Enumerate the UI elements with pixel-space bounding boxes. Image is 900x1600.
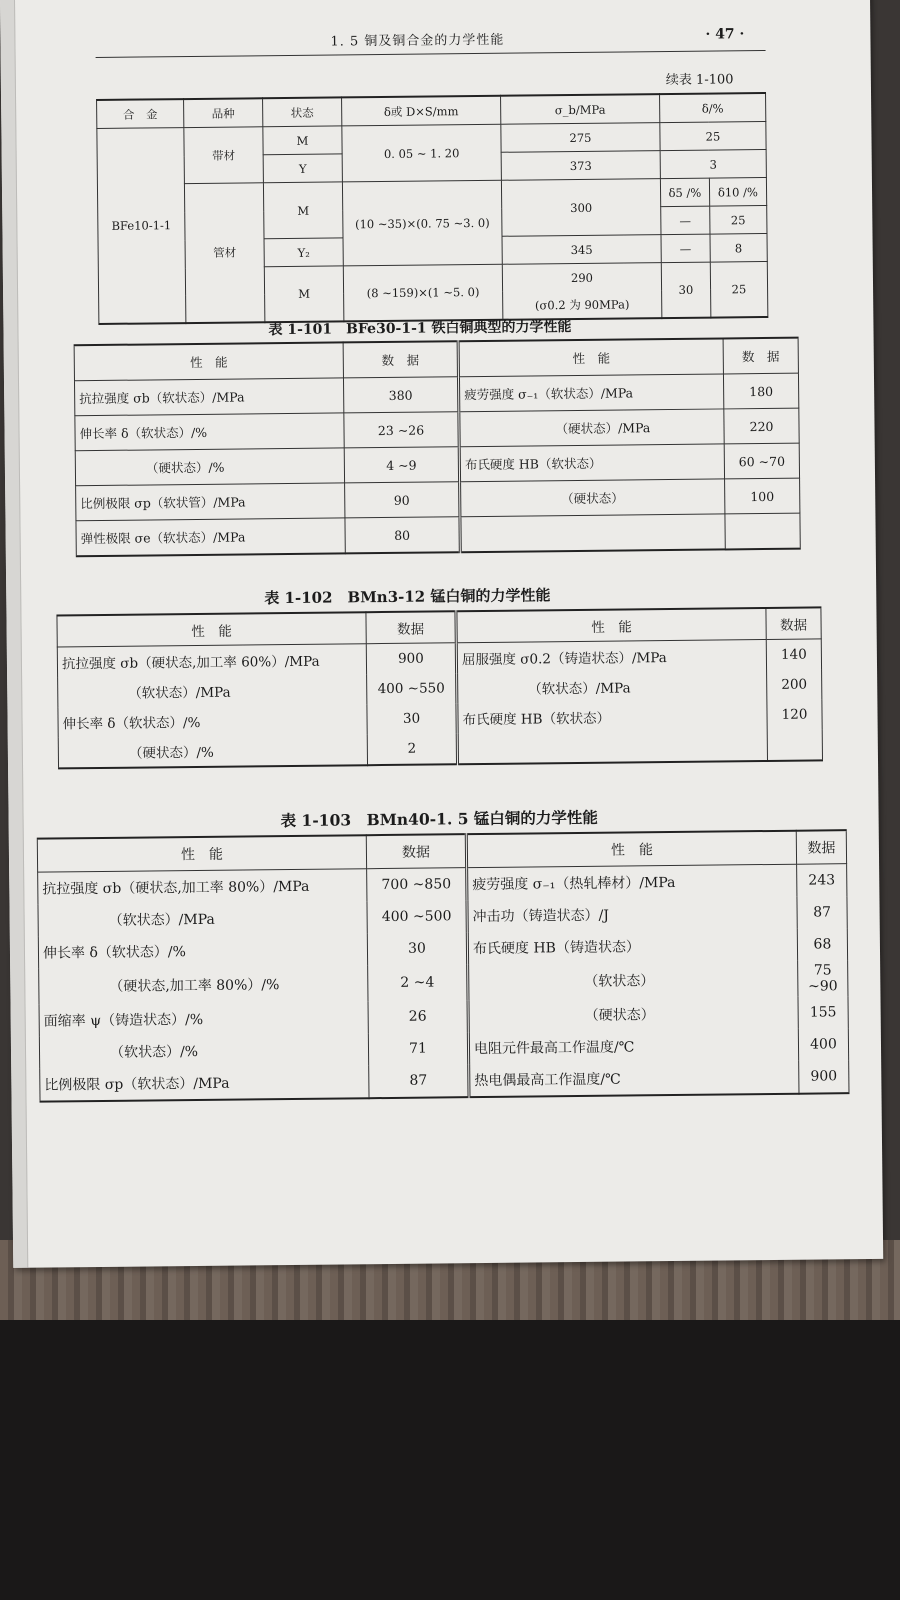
property-cell: 比例极限 σp（软状态）/MPa (40, 1065, 369, 1101)
property-cell: （软状态）/MPa (457, 670, 767, 703)
delta-cell: — (661, 206, 710, 235)
property-cell: （硬状态）/% (58, 734, 367, 768)
value-cell: 400 (798, 1028, 848, 1061)
property-cell: 伸长率 δ（软状态）/% (75, 413, 344, 451)
table-1-101 (74, 337, 801, 558)
delta-cell: 25 (660, 121, 766, 150)
col-delta: δ/% (660, 93, 766, 123)
dark-background (0, 1320, 900, 1600)
delta-cell: 25 (710, 261, 768, 317)
property-cell: 弹性极限 σe（软状态）/MPa (76, 518, 345, 556)
property-cell: 热电偶最高工作温度/℃ (469, 1061, 799, 1097)
property-cell: 伸长率 δ（软状态）/% (58, 704, 367, 737)
property-cell: 电阻元件最高工作温度/℃ (468, 1029, 798, 1064)
table-1-103-title: 表 1-103 BMn40-1. 5 锰白铜的力学性能 (280, 807, 598, 831)
value-cell: 155 (798, 996, 848, 1029)
property-cell: 伸长率 δ（软状态）/% (38, 933, 367, 968)
value-cell: 23 ~26 (344, 412, 459, 448)
col-product: 品种 (184, 98, 263, 127)
property-cell: 布氏硬度 HB（软状态） (457, 700, 767, 733)
property-cell: （软状态） (468, 961, 798, 1000)
value-cell (767, 729, 822, 761)
page-number: · 47 · (705, 26, 745, 43)
property-cell: （硬状态）/MPa (459, 409, 724, 447)
delta-cell: — (661, 234, 710, 263)
running-header: 1. 5 铜及铜合金的力学性能 (330, 32, 505, 50)
value-cell: 2 (367, 733, 457, 765)
sigma-note: (σ0.2 为 90MPa) (503, 290, 662, 320)
sigma-cell: 300 (501, 179, 661, 237)
col-value: 数据 (366, 834, 466, 869)
value-cell: 87 (797, 896, 847, 929)
table-1-102 (56, 606, 823, 769)
state-cell: M (263, 126, 342, 155)
table-1-103 (37, 829, 850, 1102)
state-cell: Y (263, 154, 342, 183)
sigma-cell: 373 (501, 151, 660, 181)
value-cell: 2 ~4 (368, 964, 468, 1001)
col-state: 状态 (263, 97, 342, 126)
property-cell: 疲劳强度 σ₋₁（软状态）/MPa (458, 374, 723, 412)
value-cell: 200 (767, 669, 822, 700)
state-cell: Y₂ (264, 238, 343, 267)
table-row (58, 729, 822, 768)
sigma-cell: 345 (502, 235, 661, 265)
size-cell: (10 ~35)×(0. 75 ~3. 0) (342, 180, 502, 266)
value-cell: 243 (797, 864, 847, 897)
value-cell: 180 (723, 373, 798, 409)
state-cell: M (264, 266, 344, 322)
value-cell: 400 ~550 (367, 673, 457, 704)
property-cell: 比例极限 σp（软状管）/MPa (76, 483, 345, 521)
delta-cell: 8 (710, 233, 768, 262)
size-cell: 0. 05 ~ 1. 20 (342, 124, 502, 182)
value-cell: 220 (724, 408, 799, 444)
value-cell: 75 ~90 (798, 960, 848, 997)
value-cell: 900 (366, 643, 456, 674)
value-cell: 26 (368, 1000, 468, 1033)
property-cell: 抗拉强度 σb（硬状态,加工率 80%）/MPa (38, 869, 367, 905)
col-sigma-b: σ_b/MPa (501, 94, 660, 124)
value-cell: 380 (343, 377, 458, 413)
property-cell: 布氏硬度 HB（铸造状态） (467, 929, 797, 964)
delta-cell: 3 (660, 149, 766, 178)
property-cell: （软状态）/% (39, 1033, 368, 1068)
size-cell: (8 ~159)×(1 ~5. 0) (343, 264, 503, 321)
property-cell: 面缩率 ψ（铸造状态）/% (39, 1001, 368, 1036)
value-cell: 90 (345, 482, 460, 518)
property-cell: （软状态）/MPa (58, 674, 367, 707)
property-cell: （硬状态） (468, 997, 798, 1032)
value-cell: 4 ~9 (344, 447, 459, 483)
value-cell: 71 (368, 1032, 468, 1065)
value-cell: 140 (766, 639, 821, 670)
product-tube: 管材 (184, 183, 264, 323)
value-cell: 100 (725, 478, 800, 514)
value-cell: 87 (369, 1064, 469, 1098)
alloy-cell: BFe10-1-1 (97, 128, 186, 324)
table-1-101-title: 表 1-101 BFe30-1-1 铁白铜典型的力学性能 (268, 319, 572, 339)
col-property: 性 能 (37, 835, 366, 872)
value-cell (725, 513, 800, 549)
table-row (40, 1060, 849, 1101)
table-1-100 (96, 92, 768, 325)
delta-cell: 25 (709, 205, 767, 234)
property-cell: （硬状态）/% (75, 448, 344, 486)
col-size: δ或 D×S/mm (342, 96, 501, 126)
value-cell: 60 ~70 (724, 443, 799, 479)
state-cell: M (263, 182, 343, 239)
delta10-header: δ10 /% (709, 177, 767, 206)
delta5-header: δ5 /% (660, 178, 709, 207)
value-cell: 700 ~850 (367, 868, 467, 902)
table-1-102-title: 表 1-102 BMn3-12 锰白铜的力学性能 (264, 586, 551, 608)
value-cell: 30 (367, 932, 467, 965)
value-cell: 30 (367, 703, 457, 734)
value-cell: 900 (799, 1060, 849, 1094)
delta-cell: 30 (661, 262, 710, 318)
previous-page-edge (0, 0, 28, 1268)
continued-label: 续表 1-100 (665, 72, 734, 89)
col-value: 数据 (366, 611, 456, 643)
property-cell: （硬状态,加工率 80%）/% (39, 965, 368, 1004)
header-rule (96, 50, 766, 58)
col-property: 性 能 (466, 831, 796, 868)
sigma-cell: 275 (501, 123, 660, 153)
table-row (76, 513, 800, 556)
property-cell: 屈服强度 σ0.2（铸造状态）/MPa (456, 640, 766, 674)
value-cell: 68 (797, 928, 847, 961)
col-property: 性 能 (456, 608, 766, 643)
value-cell: 400 ~500 (367, 900, 467, 933)
col-value: 数 据 (343, 341, 458, 378)
value-cell: 80 (345, 517, 460, 554)
product-strip: 带材 (184, 127, 264, 184)
property-cell: （硬状态） (460, 479, 725, 517)
col-property: 性 能 (458, 338, 723, 376)
property-cell: 抗拉强度 σb（软状态）/MPa (74, 378, 343, 416)
value-cell: 120 (767, 699, 822, 730)
col-alloy: 合 金 (97, 99, 184, 128)
property-cell: 抗拉强度 σb（硬状态,加工率 60%）/MPa (57, 644, 366, 678)
col-value: 数 据 (723, 338, 798, 374)
property-cell: 布氏硬度 HB（软状态） (459, 444, 724, 482)
sigma-cell: 290 (502, 263, 661, 292)
col-property: 性 能 (74, 342, 343, 380)
property-cell: （软状态）/MPa (38, 901, 367, 936)
property-cell (457, 730, 767, 764)
property-cell: 冲击功（铸造状态）/J (467, 897, 797, 932)
property-cell (460, 514, 725, 552)
property-cell: 疲劳强度 σ₋₁（热轧棒材）/MPa (467, 864, 797, 900)
col-property: 性 能 (57, 612, 366, 647)
col-value: 数据 (766, 607, 821, 639)
col-value: 数据 (796, 830, 846, 864)
